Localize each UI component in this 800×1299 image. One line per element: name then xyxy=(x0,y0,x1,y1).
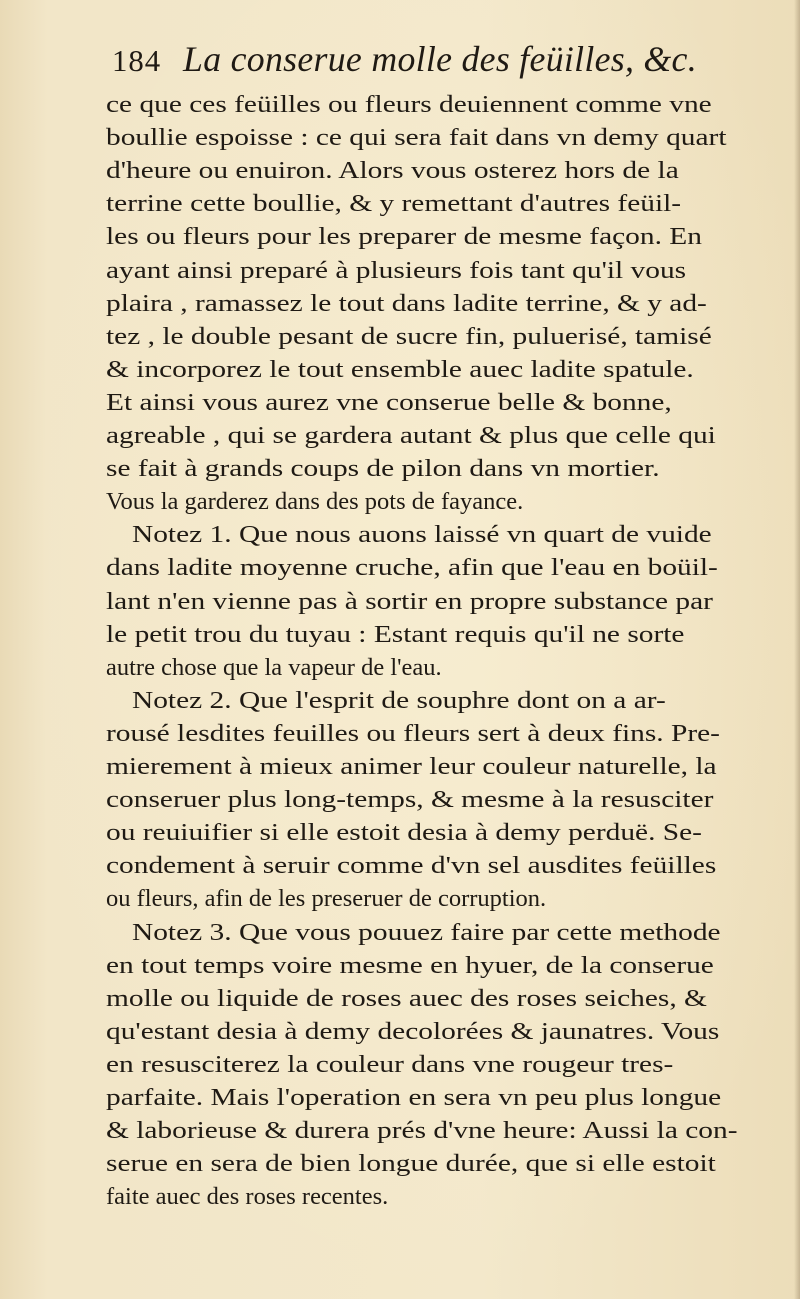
text-line: en tout temps voire mesme en hyuer, de la conserue xyxy=(106,951,714,979)
text-line: serue en sera de bien longue durée, que si elle estoit xyxy=(106,1150,716,1178)
text-line: ou fleurs, afin de les preseruer de corruption. xyxy=(106,885,547,913)
text-line: se fait à grands coups de pilon dans vn mortier. xyxy=(106,455,660,483)
text-line: rousé lesdites feuilles ou fleurs sert à deux fins. Pre- xyxy=(106,719,720,747)
text-line: terrine cette boullie, & y remettant d'autres feüil- xyxy=(106,190,682,218)
text-line: autre chose que la vapeur de l'eau. xyxy=(106,653,442,681)
text-line: le petit trou du tuyau : Estant requis qu'il ne sorte xyxy=(106,620,685,648)
text-line: condement à seruir comme d'vn sel ausdites feüilles xyxy=(106,852,717,880)
page-header xyxy=(112,38,708,86)
text-line: ayant ainsi preparé à plusieurs fois tant qu'il vous xyxy=(106,256,687,284)
text-line: d'heure ou enuiron. Alors vous osterez hors de la xyxy=(106,157,679,185)
text-line: tez , le double pesant de sucre fin, puluerisé, tamisé xyxy=(106,322,712,350)
text-line: & incorporez le tout ensemble auec ladite spatule. xyxy=(106,355,694,383)
text-line: Notez 1. Que nous auons laissé vn quart de vuide xyxy=(132,521,712,549)
text-line: Vous la garderez dans des pots de fayance. xyxy=(106,488,524,516)
text-line: parfaite. Mais l'operation en sera vn peu plus longue xyxy=(106,1084,722,1111)
text-line: Notez 3. Que vous pouuez faire par cette methode xyxy=(132,918,721,946)
text-line: & laborieuse & durera prés d'vne heure: Aussi la con- xyxy=(106,1117,738,1145)
text-line: boullie espoisse : ce qui sera fait dans vn demy quart xyxy=(106,124,727,152)
text-line: qu'estant desia à demy decolorées & jaunatres. Vous xyxy=(106,1017,720,1045)
text-line: ou reuiuifier si elle estoit desia à demy perduë. Se- xyxy=(106,819,702,847)
text-line: molle ou liquide de roses auec des roses seiches, & xyxy=(106,984,707,1012)
text-line: lant n'en vienne pas à sortir en propre substance par xyxy=(106,587,713,615)
text-line: mierement à mieux animer leur couleur naturelle, la xyxy=(106,753,717,780)
text-line: plaira , ramassez le tout dans ladite terrine, & y ad- xyxy=(106,289,707,317)
page-number: 184 xyxy=(112,43,162,78)
text-line: en resusciterez la couleur dans vne rougeur tres- xyxy=(106,1050,674,1078)
text-line: ce que ces feüilles ou fleurs deuiennent comme vne xyxy=(106,91,712,118)
text-line: faite auec des roses recentes. xyxy=(106,1183,389,1211)
text-line: conseruer plus long-temps, & mesme à la resusciter xyxy=(106,786,714,814)
text-line: les ou fleurs pour les preparer de mesme façon. En xyxy=(106,223,702,251)
page-edge-shadow xyxy=(794,0,800,1299)
running-title: La conserue molle des feüilles, &c. xyxy=(183,39,697,79)
text-line: dans ladite moyenne cruche, afin que l'eau en boüil- xyxy=(106,554,718,582)
text-line: Notez 2. Que l'esprit de souphre dont on a ar- xyxy=(132,686,666,714)
text-line: agreable , qui se gardera autant & plus que celle qui xyxy=(106,422,716,449)
text-line: Et ainsi vous aurez vne conserue belle & bonne, xyxy=(106,388,672,416)
